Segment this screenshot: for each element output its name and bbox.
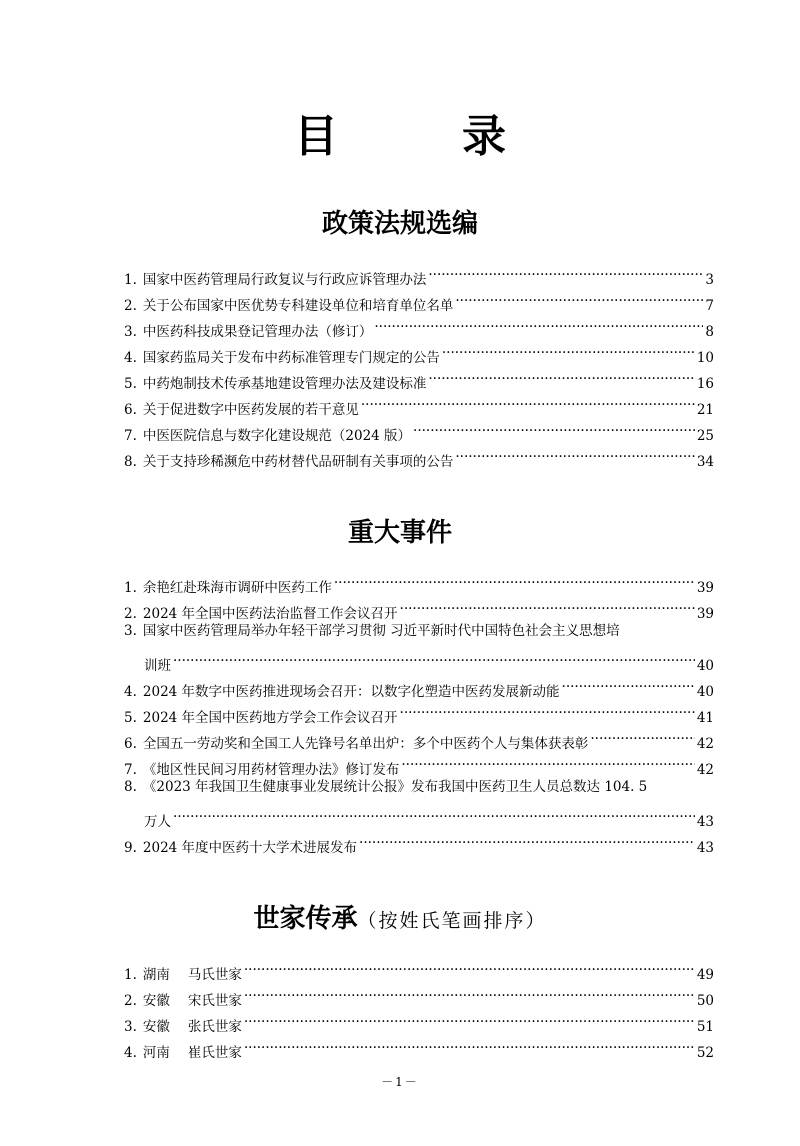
toc-item[interactable]: 8. 关于支持珍稀濒危中药材替代品研制有关事项的公告 ..... 34: [124, 440, 714, 466]
toc-item[interactable]: 6. 全国五一劳动奖和全国工人先锋号名单出炉：多个中医药个人与集体获表彰 ..... 42: [124, 722, 714, 748]
page-number: －1－: [381, 1075, 419, 1089]
toc-item[interactable]: 2. 关于公布国家中医优势专科建设单位和培育单位名单 ..... 7: [124, 284, 714, 310]
section-subtitle: （按姓氏笔画排序）: [357, 910, 547, 932]
section-title-heritage: 世家传承（按姓氏笔画排序）: [253, 904, 547, 934]
section-title-events: 重大事件: [347, 518, 452, 548]
toc-item[interactable]: 4. 国家药监局关于发布中药标准管理专门规定的公告 ..... 10: [124, 336, 714, 362]
toc-item[interactable]: 4. 2024 年数字中医药推进现场会召开：以数字化塑造中医药发展新动能 ..... 40: [124, 670, 714, 696]
toc-item[interactable]: 2. 2024 年全国中医药法治监督工作会议召开 ..... 39: [124, 592, 714, 618]
toc-item[interactable]: 5. 2024 年全国中医药地方学会工作会议召开 ..... 41: [124, 696, 714, 722]
toc-item[interactable]: 3. 中医药科技成果登记管理办法（修订） ..... 8: [124, 310, 714, 336]
page-title: 目 录: [294, 111, 546, 162]
toc-list-events: [124, 566, 714, 856]
toc-item[interactable]: 5. 中药炮制技术传承基地建设管理办法及建设标准 ..... 16: [124, 362, 714, 388]
toc-item[interactable]: 9. 2024 年度中医药十大学术进展发布 ..... 43: [124, 826, 714, 852]
toc-item[interactable]: 1. 余艳红赴珠海市调研中医药工作 ..... 39: [124, 566, 714, 592]
toc-item[interactable]: 7. 《地区性民间习用药材管理办法》修订发布 ..... 42: [124, 748, 714, 774]
toc-item[interactable]: 6. 关于促进数字中医药发展的若干意见 ..... 21: [124, 388, 714, 414]
toc-item[interactable]: 1. 国家中医药管理局行政复议与行政应诉管理办法 ..... 3: [124, 258, 714, 284]
section-title-policy: 政策法规选编: [321, 209, 478, 239]
toc-list-heritage: [124, 953, 714, 1061]
toc-item[interactable]: 8. 《2023 年我国卫生健康事业发展统计公报》发布我国中医药卫生人员总数达 104. 5 万人 ..... 43: [124, 774, 714, 826]
toc-list-policy: [124, 258, 714, 470]
toc-item[interactable]: 1. 湖南 马氏世家 ..... 49: [124, 953, 714, 979]
toc-item[interactable]: 4. 河南 崔氏世家 ..... 52: [124, 1031, 714, 1057]
toc-item[interactable]: 7. 中医医院信息与数字化建设规范（2024 版） ..... 25: [124, 414, 714, 440]
toc-item[interactable]: 3. 安徽 张氏世家 ..... 51: [124, 1005, 714, 1031]
toc-item[interactable]: 3. 国家中医药管理局举办年轻干部学习贯彻 习近平新时代中国特色社会主义思想培 训班 ..... 40: [124, 618, 714, 670]
toc-item[interactable]: 2. 安徽 宋氏世家 ..... 50: [124, 979, 714, 1005]
